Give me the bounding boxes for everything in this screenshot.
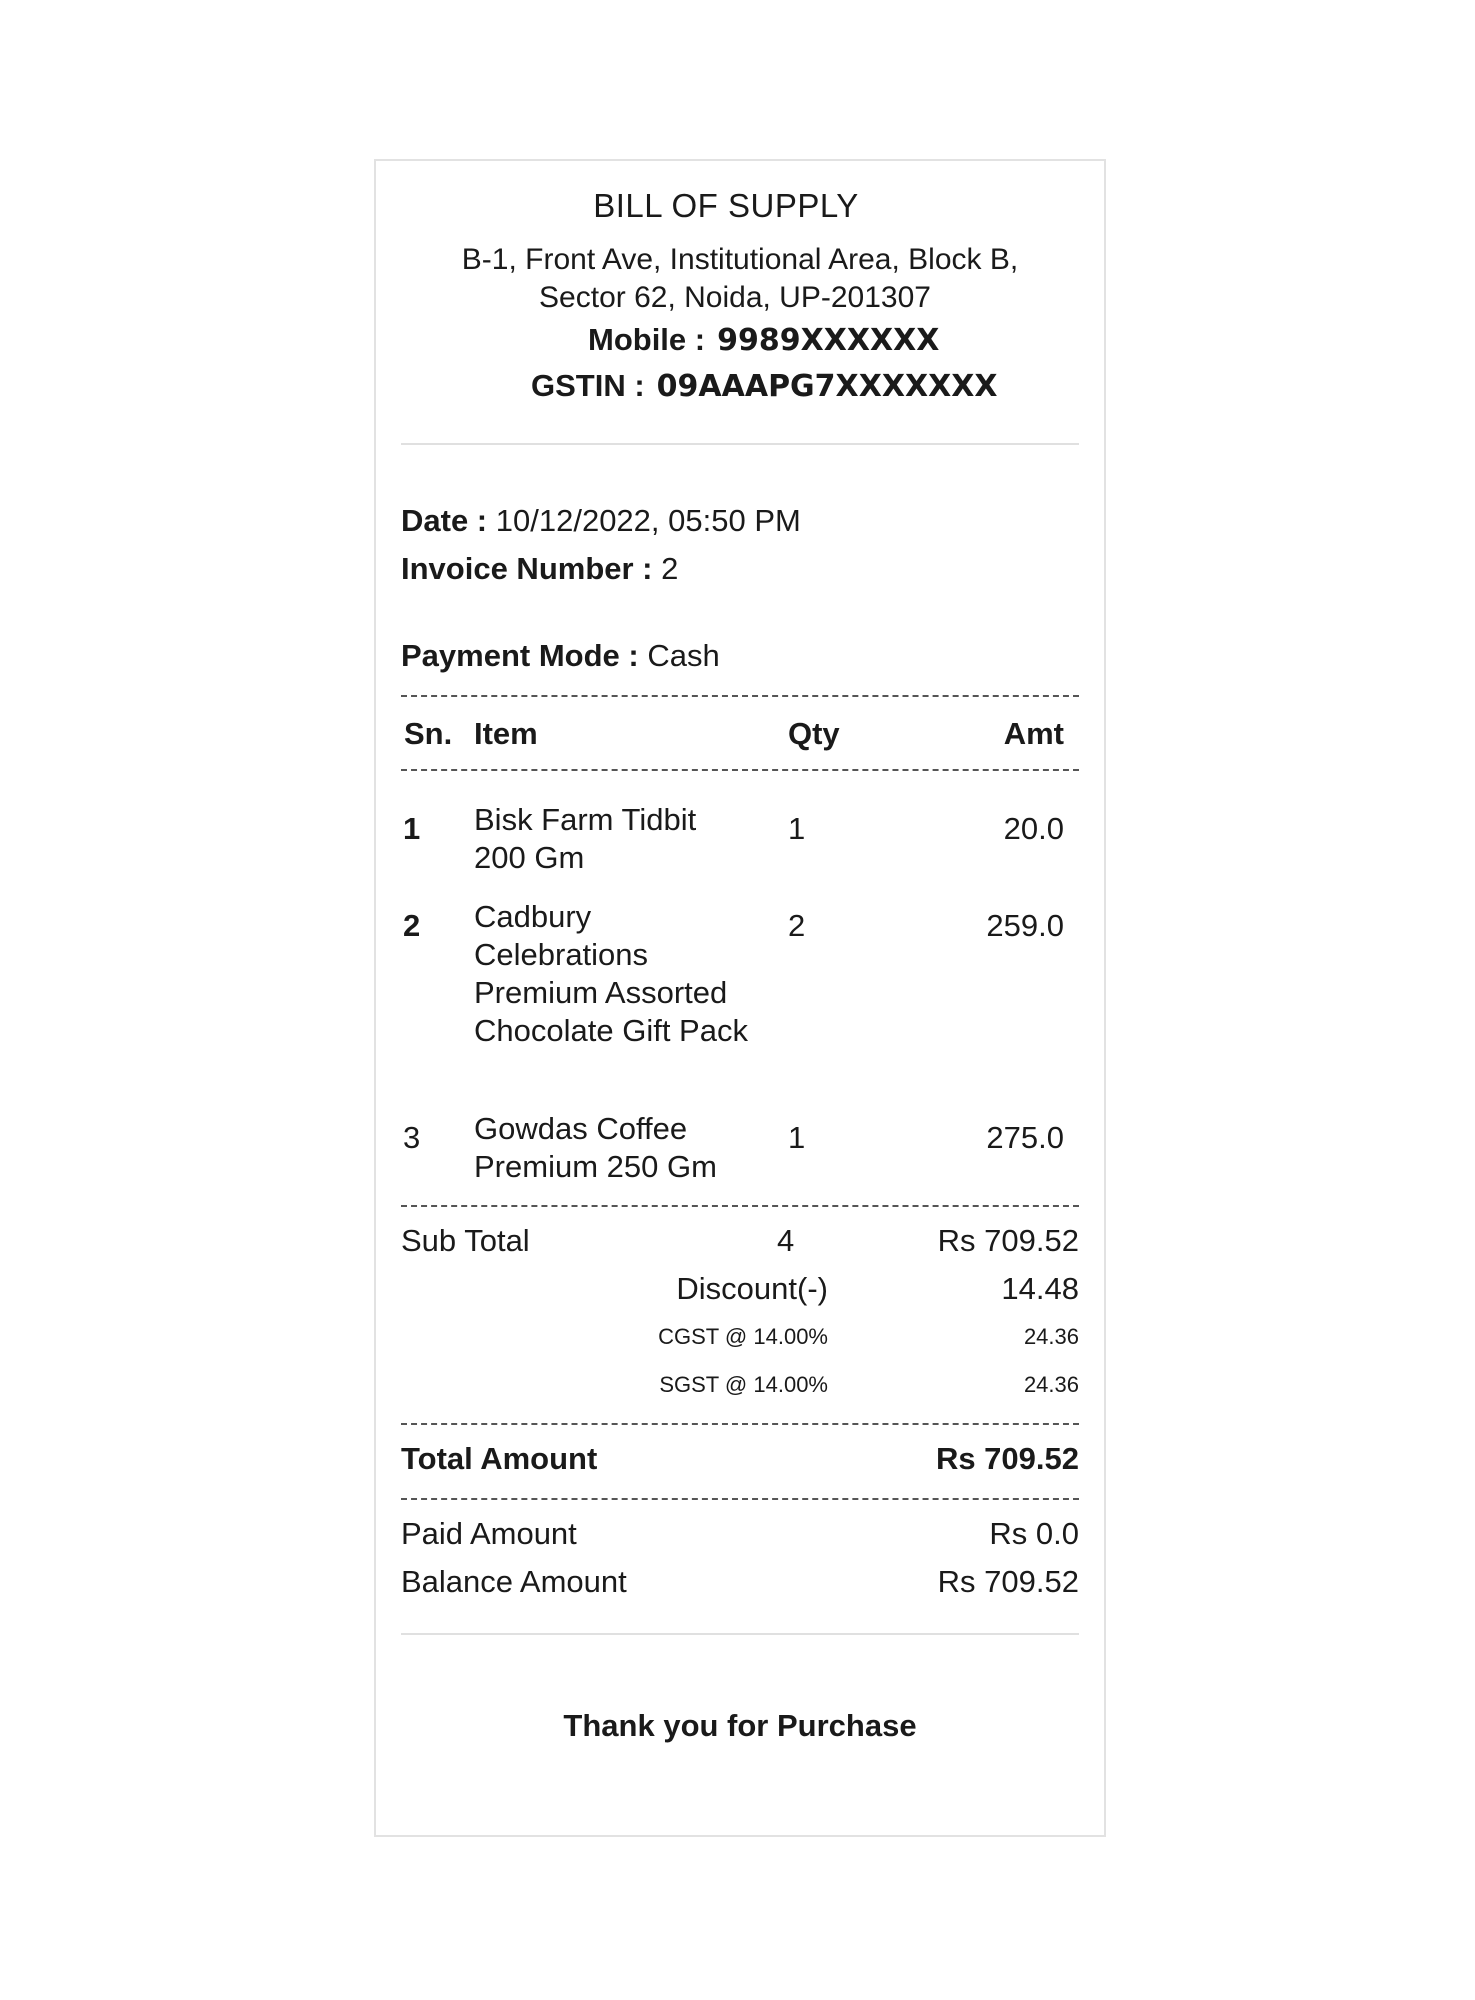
mobile-label: Mobile : xyxy=(588,322,706,357)
receipt xyxy=(374,159,1106,1837)
discount-value: 14.48 xyxy=(1001,1271,1079,1306)
payment-row xyxy=(401,638,720,674)
subtotal-label: Sub Total xyxy=(401,1223,530,1258)
row-item: Bisk Farm Tidbit 200 Gm xyxy=(474,802,697,875)
subtotal-value: Rs 709.52 xyxy=(937,1223,1079,1258)
header-divider xyxy=(401,443,1079,445)
table-bottom-divider xyxy=(401,1205,1079,1207)
subtotal-qty: 4 xyxy=(777,1223,795,1258)
invoice-row xyxy=(401,551,678,587)
payment-value: Cash xyxy=(647,638,720,673)
payment-label: Payment Mode : xyxy=(401,638,639,673)
invoice-value: 2 xyxy=(661,551,679,586)
row-sn: 1 xyxy=(403,811,421,846)
total-value: Rs 709.52 xyxy=(935,1441,1079,1476)
row-qty: 1 xyxy=(788,1120,806,1155)
total-label: Total Amount xyxy=(401,1441,598,1476)
col-header-amt: Amt xyxy=(1003,716,1064,751)
table-top-divider xyxy=(401,695,1079,697)
row-amt: 275.0 xyxy=(986,1120,1064,1155)
balance-value: Rs 709.52 xyxy=(937,1564,1079,1599)
sgst-value: 24.36 xyxy=(1023,1372,1079,1397)
receipt-title: BILL OF SUPPLY xyxy=(593,187,859,224)
total-bottom-divider xyxy=(401,1498,1079,1500)
paid-label: Paid Amount xyxy=(401,1516,577,1551)
discount-label: Discount(-) xyxy=(676,1271,828,1306)
col-header-item: Item xyxy=(474,716,538,751)
invoice-label: Invoice Number : xyxy=(401,551,653,586)
row-qty: 2 xyxy=(788,908,806,943)
footer-divider xyxy=(401,1633,1079,1635)
paid-value: Rs 0.0 xyxy=(989,1516,1079,1551)
gstin-label: GSTIN : xyxy=(531,368,645,403)
table-header-divider xyxy=(401,769,1079,771)
mobile-row xyxy=(588,322,939,358)
row-item: Cadbury Celebrations Premium Assorted Chocolate Gift Pack xyxy=(474,899,748,1048)
total-top-divider xyxy=(401,1423,1079,1425)
balance-label: Balance Amount xyxy=(401,1564,627,1599)
address-line-1: B-1, Front Ave, Institutional Area, Block B, xyxy=(461,243,1019,276)
row-qty: 1 xyxy=(788,811,806,846)
thank-you-message: Thank you for Purchase xyxy=(563,1708,917,1743)
date-label: Date : xyxy=(401,503,488,538)
row-sn: 2 xyxy=(403,908,421,943)
col-header-qty: Qty xyxy=(788,716,840,751)
col-header-sn: Sn. xyxy=(404,716,453,751)
address-line-2: Sector 62, Noida, UP-201307 xyxy=(539,281,931,314)
row-amt: 259.0 xyxy=(986,908,1064,943)
gstin-value: 09AAAPG7XXXXXXX xyxy=(656,369,998,404)
date-row xyxy=(401,503,801,539)
row-sn: 3 xyxy=(403,1120,421,1155)
date-value: 10/12/2022, 05:50 PM xyxy=(495,503,801,538)
cgst-label: CGST @ 14.00% xyxy=(658,1324,828,1349)
cgst-value: 24.36 xyxy=(1023,1324,1079,1349)
sgst-label: SGST @ 14.00% xyxy=(659,1372,828,1397)
row-item: Gowdas Coffee Premium 250 Gm xyxy=(474,1111,717,1184)
row-amt: 20.0 xyxy=(1003,811,1064,846)
gstin-row xyxy=(531,368,997,404)
mobile-value: 9989XXXXXX xyxy=(717,323,940,358)
